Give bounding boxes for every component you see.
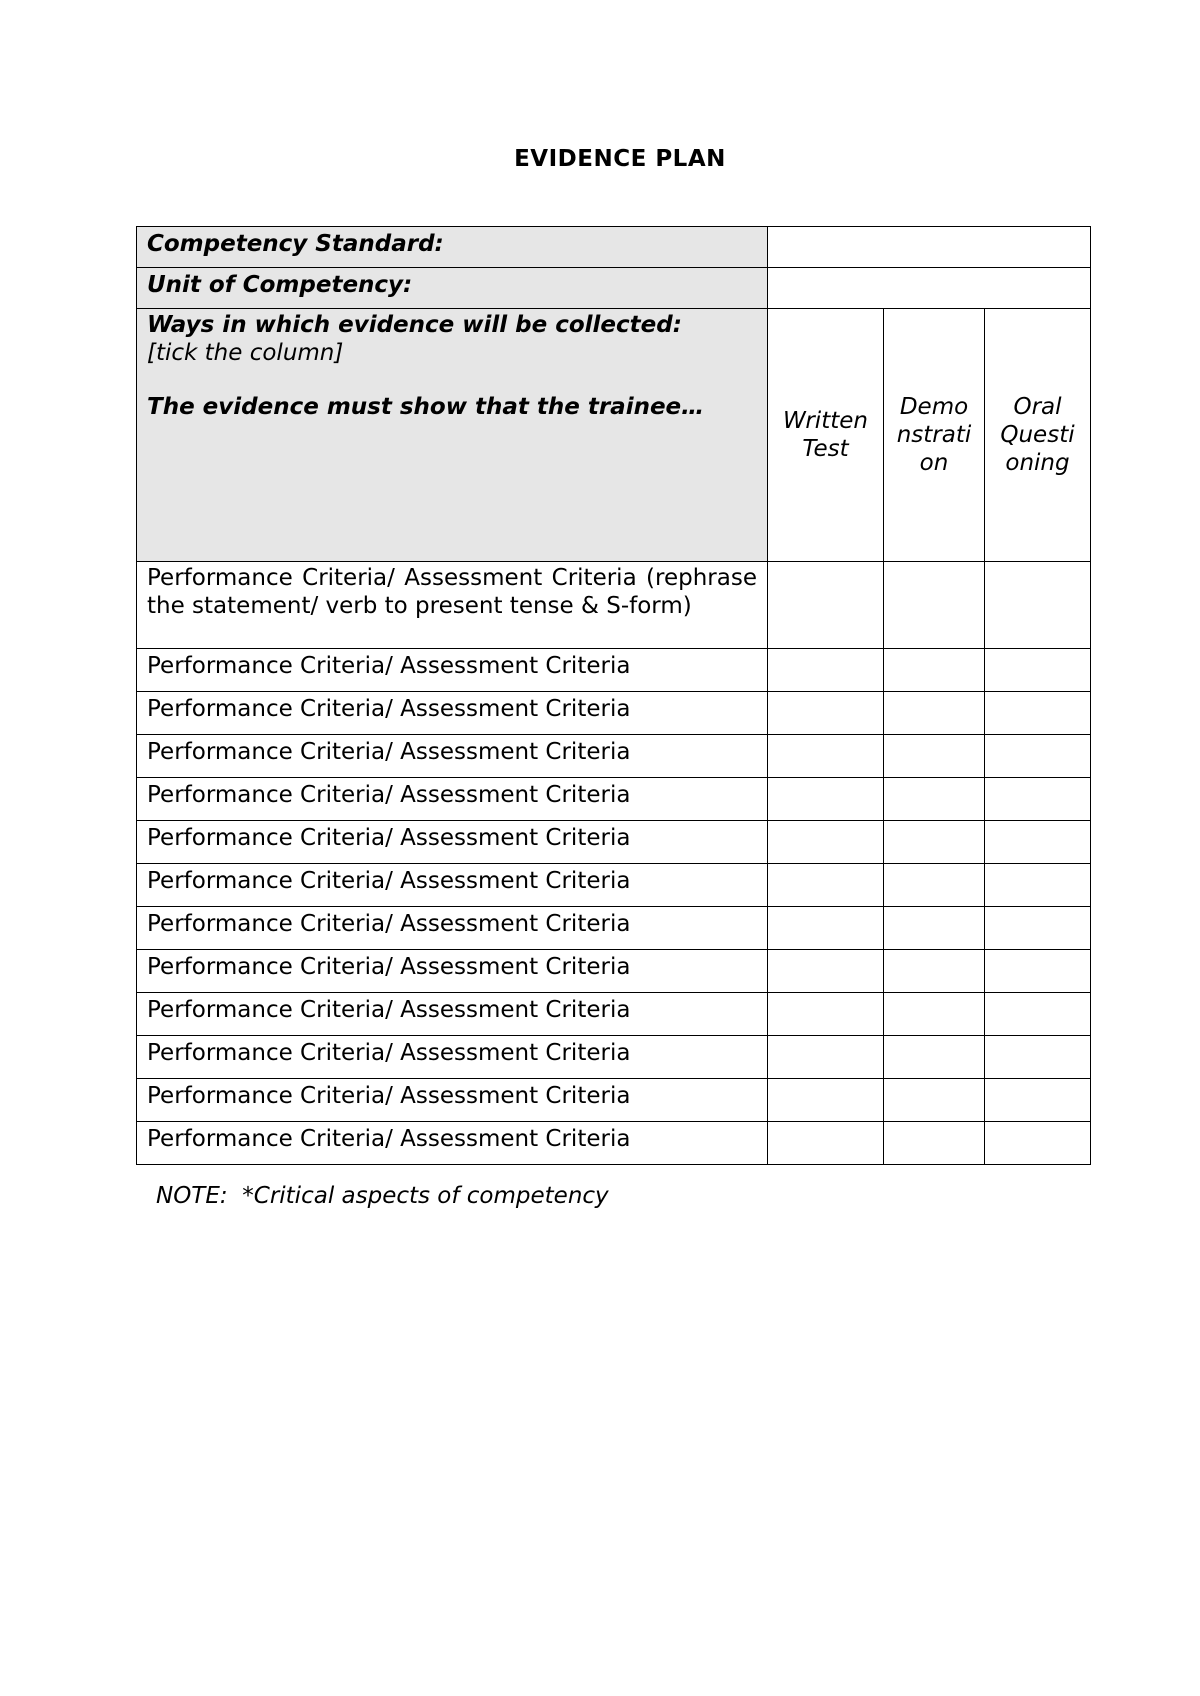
tick-cell-oral[interactable] [985,1036,1091,1079]
criteria-text: Performance Criteria/ Assessment Criteria [137,907,768,950]
competency-standard-label: Competency Standard: [137,227,768,268]
method-label-line: Oral [1013,394,1062,420]
method-label-line: oning [1005,450,1070,476]
tick-cell-oral[interactable] [985,907,1091,950]
criteria-row [137,993,1091,1036]
criteria-row [137,1122,1091,1165]
methods-header-row [137,309,1091,562]
tick-cell-demonstration[interactable] [884,1079,985,1122]
tick-cell-written[interactable] [768,1122,884,1165]
evidence-intro: The evidence must show that the trainee… [147,394,705,420]
tick-cell-written[interactable] [768,907,884,950]
tick-cell-demonstration[interactable] [884,821,985,864]
document-title: EVIDENCE PLAN [514,146,726,172]
tick-cell-oral[interactable] [985,864,1091,907]
criteria-text: Performance Criteria/ Assessment Criteria [137,950,768,993]
method-label-line: nstrati [896,422,972,448]
tick-cell-written[interactable] [768,993,884,1036]
method-demonstration [884,309,985,562]
tick-cell-written[interactable] [768,649,884,692]
method-label-line: Demo [899,394,969,420]
criteria-text: Performance Criteria/ Assessment Criteria [137,993,768,1036]
tick-cell-oral[interactable] [985,821,1091,864]
criteria-text: Performance Criteria/ Assessment Criteria [137,1079,768,1122]
tick-cell-written[interactable] [768,864,884,907]
tick-cell-demonstration[interactable] [884,1036,985,1079]
tick-cell-oral[interactable] [985,1122,1091,1165]
tick-cell-demonstration[interactable] [884,649,985,692]
criteria-row [137,821,1091,864]
method-label-line: Test [802,436,849,462]
tick-cell-written[interactable] [768,1036,884,1079]
criteria-text: Performance Criteria/ Assessment Criteria [137,778,768,821]
criteria-row [137,950,1091,993]
ways-header-cell [137,309,768,562]
tick-cell-oral[interactable] [985,735,1091,778]
criteria-row [137,562,1091,649]
tick-cell-oral[interactable] [985,562,1091,649]
unit-of-competency-field[interactable] [768,268,1091,309]
competency-standard-field[interactable] [768,227,1091,268]
method-label-line: on [919,450,949,476]
evidence-plan-table [136,226,1091,1165]
criteria-text: Performance Criteria/ Assessment Criteria [137,649,768,692]
criteria-row [137,649,1091,692]
tick-cell-oral[interactable] [985,993,1091,1036]
criteria-text: Performance Criteria/ Assessment Criteria [137,821,768,864]
tick-cell-demonstration[interactable] [884,1122,985,1165]
tick-cell-written[interactable] [768,950,884,993]
tick-cell-oral[interactable] [985,778,1091,821]
tick-cell-demonstration[interactable] [884,950,985,993]
criteria-text: Performance Criteria/ Assessment Criteria [137,692,768,735]
tick-cell-demonstration[interactable] [884,735,985,778]
tick-cell-demonstration[interactable] [884,778,985,821]
tick-cell-demonstration[interactable] [884,993,985,1036]
tick-cell-written[interactable] [768,1079,884,1122]
criteria-text: Performance Criteria/ Assessment Criteria [137,1036,768,1079]
tick-cell-demonstration[interactable] [884,562,985,649]
criteria-text: Performance Criteria/ Assessment Criteria [137,735,768,778]
tick-cell-oral[interactable] [985,1079,1091,1122]
criteria-text: Performance Criteria/ Assessment Criteria [137,864,768,907]
criteria-rows [137,649,1091,1165]
tick-cell-oral[interactable] [985,692,1091,735]
tick-cell-written[interactable] [768,735,884,778]
criteria-text: Performance Criteria/ Assessment Criteria [137,1122,768,1165]
ways-title: Ways in which evidence will be collected: [147,312,682,338]
method-label-line: Written [783,408,868,434]
tick-cell-written[interactable] [768,562,884,649]
tick-cell-demonstration[interactable] [884,907,985,950]
criteria-row [137,1036,1091,1079]
criteria-row [137,692,1091,735]
note-text: NOTE: *Critical aspects of competency [156,1183,609,1209]
method-written-test [768,309,884,562]
tick-cell-written[interactable] [768,821,884,864]
criteria-first-text: Performance Criteria/ Assessment Criteria (rephrase the statement/ verb to present tense & S-form) [137,562,768,649]
criteria-row [137,778,1091,821]
tick-cell-demonstration[interactable] [884,864,985,907]
criteria-row [137,907,1091,950]
criteria-row [137,864,1091,907]
method-oral-questioning [985,309,1091,562]
tick-cell-demonstration[interactable] [884,692,985,735]
criteria-row [137,735,1091,778]
ways-instruction: [tick the column] [147,340,344,366]
tick-cell-written[interactable] [768,778,884,821]
tick-cell-written[interactable] [768,692,884,735]
method-label-line: Questi [1000,422,1075,448]
unit-of-competency-row [137,268,1091,309]
tick-cell-oral[interactable] [985,649,1091,692]
criteria-row [137,1079,1091,1122]
tick-cell-oral[interactable] [985,950,1091,993]
unit-of-competency-label: Unit of Competency: [137,268,768,309]
competency-standard-row [137,227,1091,268]
